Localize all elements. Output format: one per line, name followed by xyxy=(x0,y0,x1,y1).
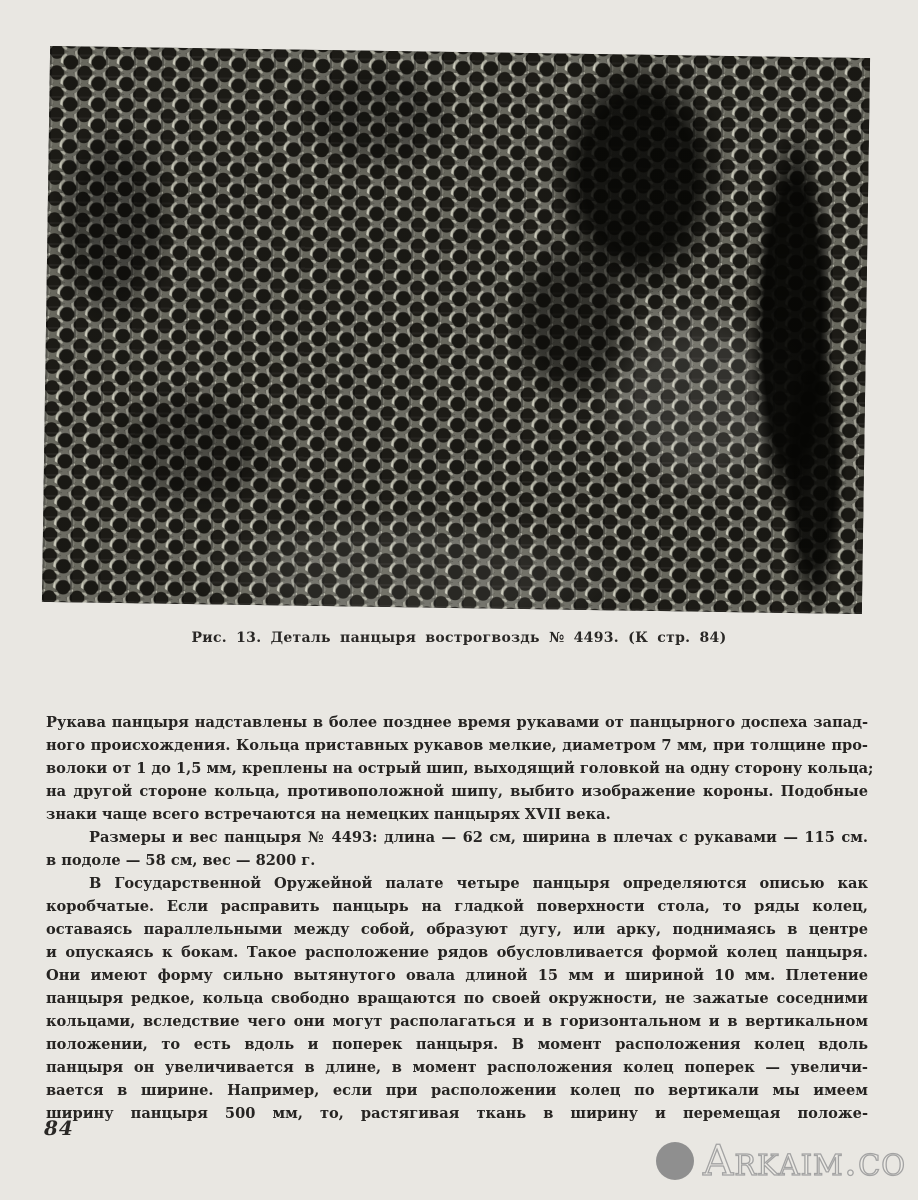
text-line: и опускаясь к бокам. Такое расположение рядов обусловливается формой колец панцыря. xyxy=(46,944,868,961)
text-line: Рукава панцыря надставлены в более позднее время рукавами от панцырного доспеха запад- xyxy=(46,714,868,731)
figure-caption: Рис. 13. Деталь панцыря вострогвоздь № 4493. (К стр. 84) xyxy=(191,630,727,646)
page-number: 84 xyxy=(44,1116,74,1140)
text-line: кольцами, вследствие чего они могут располагаться и в горизонтальном и в вертикальном xyxy=(46,1013,868,1030)
body-text xyxy=(46,711,874,1125)
text-line: В Государственной Оружейной палате четыре панцыря определяются описью как xyxy=(89,875,868,892)
watermark xyxy=(656,1136,907,1185)
text-line: положении, то есть вдоль и поперек панцыря. В момент расположения колец вдоль xyxy=(46,1036,868,1053)
text-line: Размеры и вес панцыря № 4493: длина — 62 см, ширина в плечах с рукавами — 115 см. xyxy=(89,829,868,846)
text-line: оставаясь параллельными между собой, образуют дугу, или арку, поднимаясь в центре xyxy=(46,921,868,938)
watermark-text: Arkaim.co xyxy=(703,1136,907,1185)
text-line: знаки чаще всего встречаются на немецких панцырях XVII века. xyxy=(46,806,611,823)
chainmail-pattern xyxy=(42,46,870,614)
text-line: панцыря редкое, кольца свободно вращаются по своей окружности, не зажатые соседними xyxy=(46,990,868,1007)
text-line: ного происхождения. Кольца приставных рукавов мелкие, диаметром 7 мм, при толщине про- xyxy=(46,737,868,754)
text-line: коробчатые. Если расправить панцырь на гладкой поверхности стола, то ряды колец, xyxy=(46,898,868,915)
chainmail-photo xyxy=(42,46,870,614)
text-line: волоки от 1 до 1,5 мм, креплены на острый шип, выходящий головкой на одну сторону кольца; xyxy=(46,760,874,777)
text-line: ширину панцыря 500 мм, то, растягивая ткань в ширину и перемещая положе- xyxy=(46,1105,868,1122)
text-line: панцыря он увеличивается в длине, в момент расположения колец поперек — увеличи- xyxy=(46,1059,868,1076)
text-line: на другой стороне кольца, противоположной шипу, выбито изображение короны. Подобные xyxy=(46,783,868,800)
text-line: Они имеют форму сильно вытянутого овала длиной 15 мм и шириной 10 мм. Плетение xyxy=(46,967,868,984)
text-line: вается в ширине. Например, если при расположении колец по вертикали мы имеем xyxy=(46,1082,868,1099)
watermark-dot-icon xyxy=(656,1142,694,1180)
text-line: в подоле — 58 см, вес — 8200 г. xyxy=(46,852,316,869)
